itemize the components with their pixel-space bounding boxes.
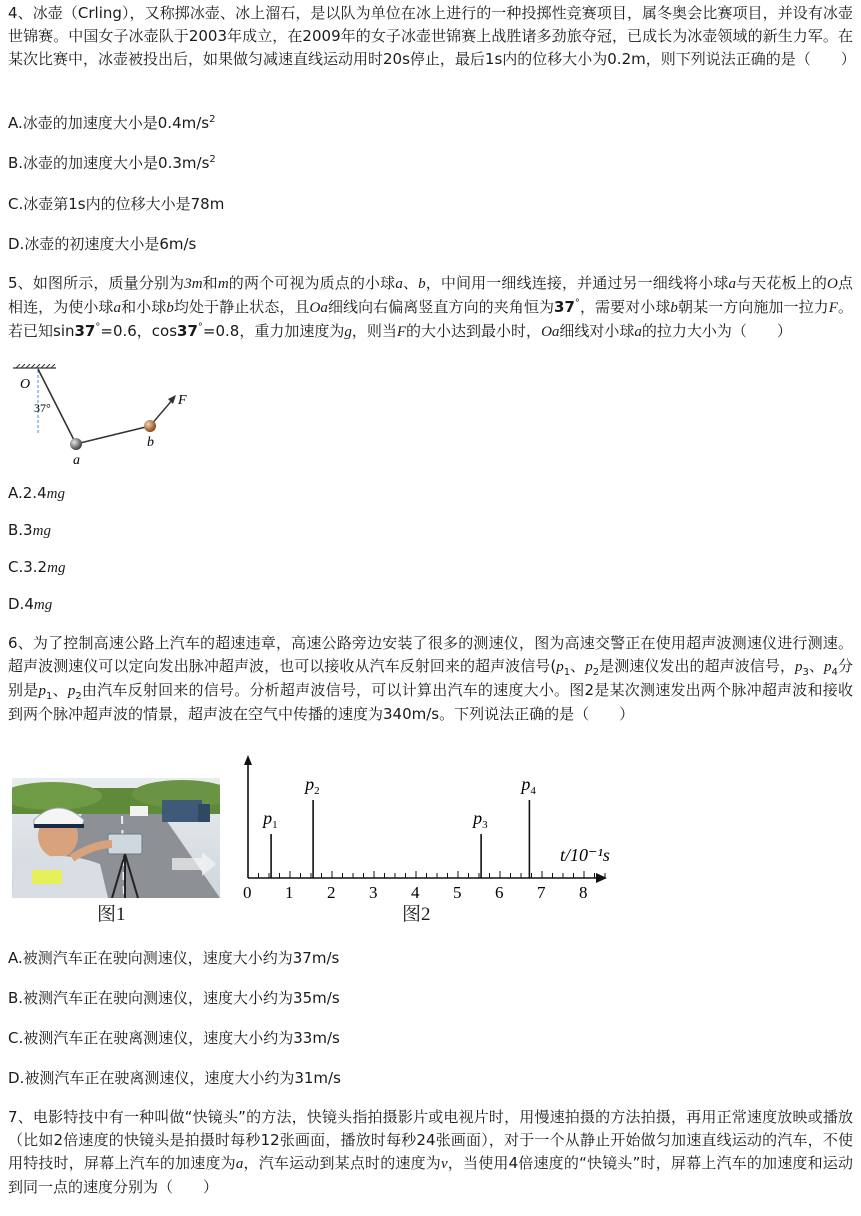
label-o: O: [20, 377, 31, 392]
q4-option-c[interactable]: C.冰壶第1s内的位移大小是78m: [8, 195, 225, 213]
tick-label-2: 2: [327, 883, 336, 902]
q6-figure2-timeline: [224, 752, 624, 902]
q4-option-b[interactable]: B.冰壶的加速度大小是$0.3m/s^2$: [8, 154, 216, 172]
ball-a: [70, 438, 82, 450]
fig2-caption: 图2: [402, 904, 431, 925]
tick-label-6: 6: [495, 883, 504, 902]
pulse-label-p2: $p_2$: [305, 774, 320, 797]
string-ab: [76, 426, 150, 444]
tick-label-3: 3: [369, 883, 378, 902]
q6-stem: 6、为了控制高速公路上汽车的超速违章，高速公路旁边安装了很多的测速仪，图为高速交警正在使用超声波测速仪进行测速。超声波测速仪可以定向发出脉冲超声波，也可以接收从汽车反射回来的超声波信号($p_1$、$p_2$是测速仪发出的超声波信号，$p_3$、$p_4$分别是$p_1$、$p_2$由汽车反射回来的信号。分析超声波信号，可以计算出汽车的速度大小。图2是某次测速发出两个脉冲超声波和接收到两个脉冲超声波的情景，超声波在空气中传播的速度为340m/s。下列说法正确的是（ ）: [8, 634, 853, 723]
q6-option-b[interactable]: B.被测汽车正在驶向测速仪，速度大小约为35m/s: [8, 989, 340, 1007]
pulse-label-p1: $p_1$: [263, 808, 278, 831]
q5-option-d[interactable]: D.4mg: [8, 595, 53, 613]
tick-label-5: 5: [453, 883, 462, 902]
tick-label-1: 1: [285, 883, 294, 902]
pulse-label-p3: $p_3$: [473, 808, 488, 831]
ball-b: [144, 420, 156, 432]
q5-stem: 5、如图所示，质量分别为3m和m的两个可视为质点的小球a、b，中间用一细线连接，并通过另一细线将小球a与天花板上的O点相连，为使小球a和小球b均处于静止状态，且Oa细线向右偏离竖直方向的夹角恒为37°，需要对小球b朝某一方向施加一拉力F。若已知sin37°=0.6，cos37°=0.8，重力加速度为g，则当F的大小达到最小时，Oa细线对小球a的拉力大小为（ ）: [8, 274, 853, 340]
time-axis-label: t/10⁻¹s: [560, 845, 610, 865]
label-f: F: [178, 393, 187, 408]
car: [130, 806, 148, 816]
q6-figure1-photo: [12, 778, 220, 898]
q4-option-a[interactable]: A.冰壶的加速度大小是$0.4m/s^2$: [8, 114, 216, 132]
label-angle: 37°: [34, 401, 51, 415]
label-b: b: [147, 435, 154, 450]
tick-label-0: 0: [243, 883, 252, 902]
q6-option-a[interactable]: A.被测汽车正在驶向测速仪，速度大小约为37m/s: [8, 949, 340, 967]
q6-option-c[interactable]: C.被测汽车正在驶离测速仪，速度大小约为33m/s: [8, 1029, 340, 1047]
q7-stem: 7、电影特技中有一种叫做“快镜头”的方法，快镜头指拍摄影片或电视片时，用慢速拍摄的方法拍摄，再用正常速度放映或播放（比如2倍速度的快镜头是拍摄时每秒12张画面，播放时每秒24张画面），对于一个从静止开始做匀加速直线运动的汽车，不使用特技时，屏幕上汽车的加速度为a，汽车运动到某点时的速度为v，当使用4倍速度的“快镜头”时，屏幕上汽车的加速度和运动到同一点的速度分别为（ ）: [8, 1108, 853, 1196]
pulse-label-p4: $p_4$: [521, 774, 536, 797]
q6-option-d[interactable]: D.被测汽车正在驶离测速仪，速度大小约为31m/s: [8, 1069, 341, 1087]
minor-ticks: [259, 871, 606, 878]
q5-option-b[interactable]: B.3mg: [8, 521, 51, 539]
tick-label-4: 4: [411, 883, 420, 902]
vertical-axis-arrow: [244, 755, 252, 765]
q5-option-c[interactable]: C.3.2mg: [8, 558, 66, 576]
fig1-caption: 图1: [97, 904, 126, 925]
q4-stem: 4、冰壶（Crling），又称掷冰壶、冰上溜石，是以队为单位在冰上进行的一种投掷性竞赛项目，属冬奥会比赛项目，并设有冰壶世锦赛。中国女子冰壶队于2003年成立，在2009年的女子冰壶世锦赛上战胜诸多劲旅夺冠，已成长为冰壶领域的新生力军。在某次比赛中，冰壶被投出后，如果做匀减速直线运动用时20s停止，最后1s内的位移大小为0.2m，则下列说法正确的是（ ）: [8, 4, 856, 68]
truck: [162, 800, 202, 822]
tick-label-7: 7: [537, 883, 546, 902]
tick-label-8: 8: [579, 883, 588, 902]
ceiling-hatch: [16, 364, 55, 368]
q4-option-d[interactable]: D.冰壶的初速度大小是6m/s: [8, 235, 197, 253]
label-a: a: [73, 453, 80, 468]
q5-option-a[interactable]: A.2.4mg: [8, 484, 65, 502]
q5-figure: [10, 364, 210, 468]
speed-gun: [108, 834, 142, 854]
